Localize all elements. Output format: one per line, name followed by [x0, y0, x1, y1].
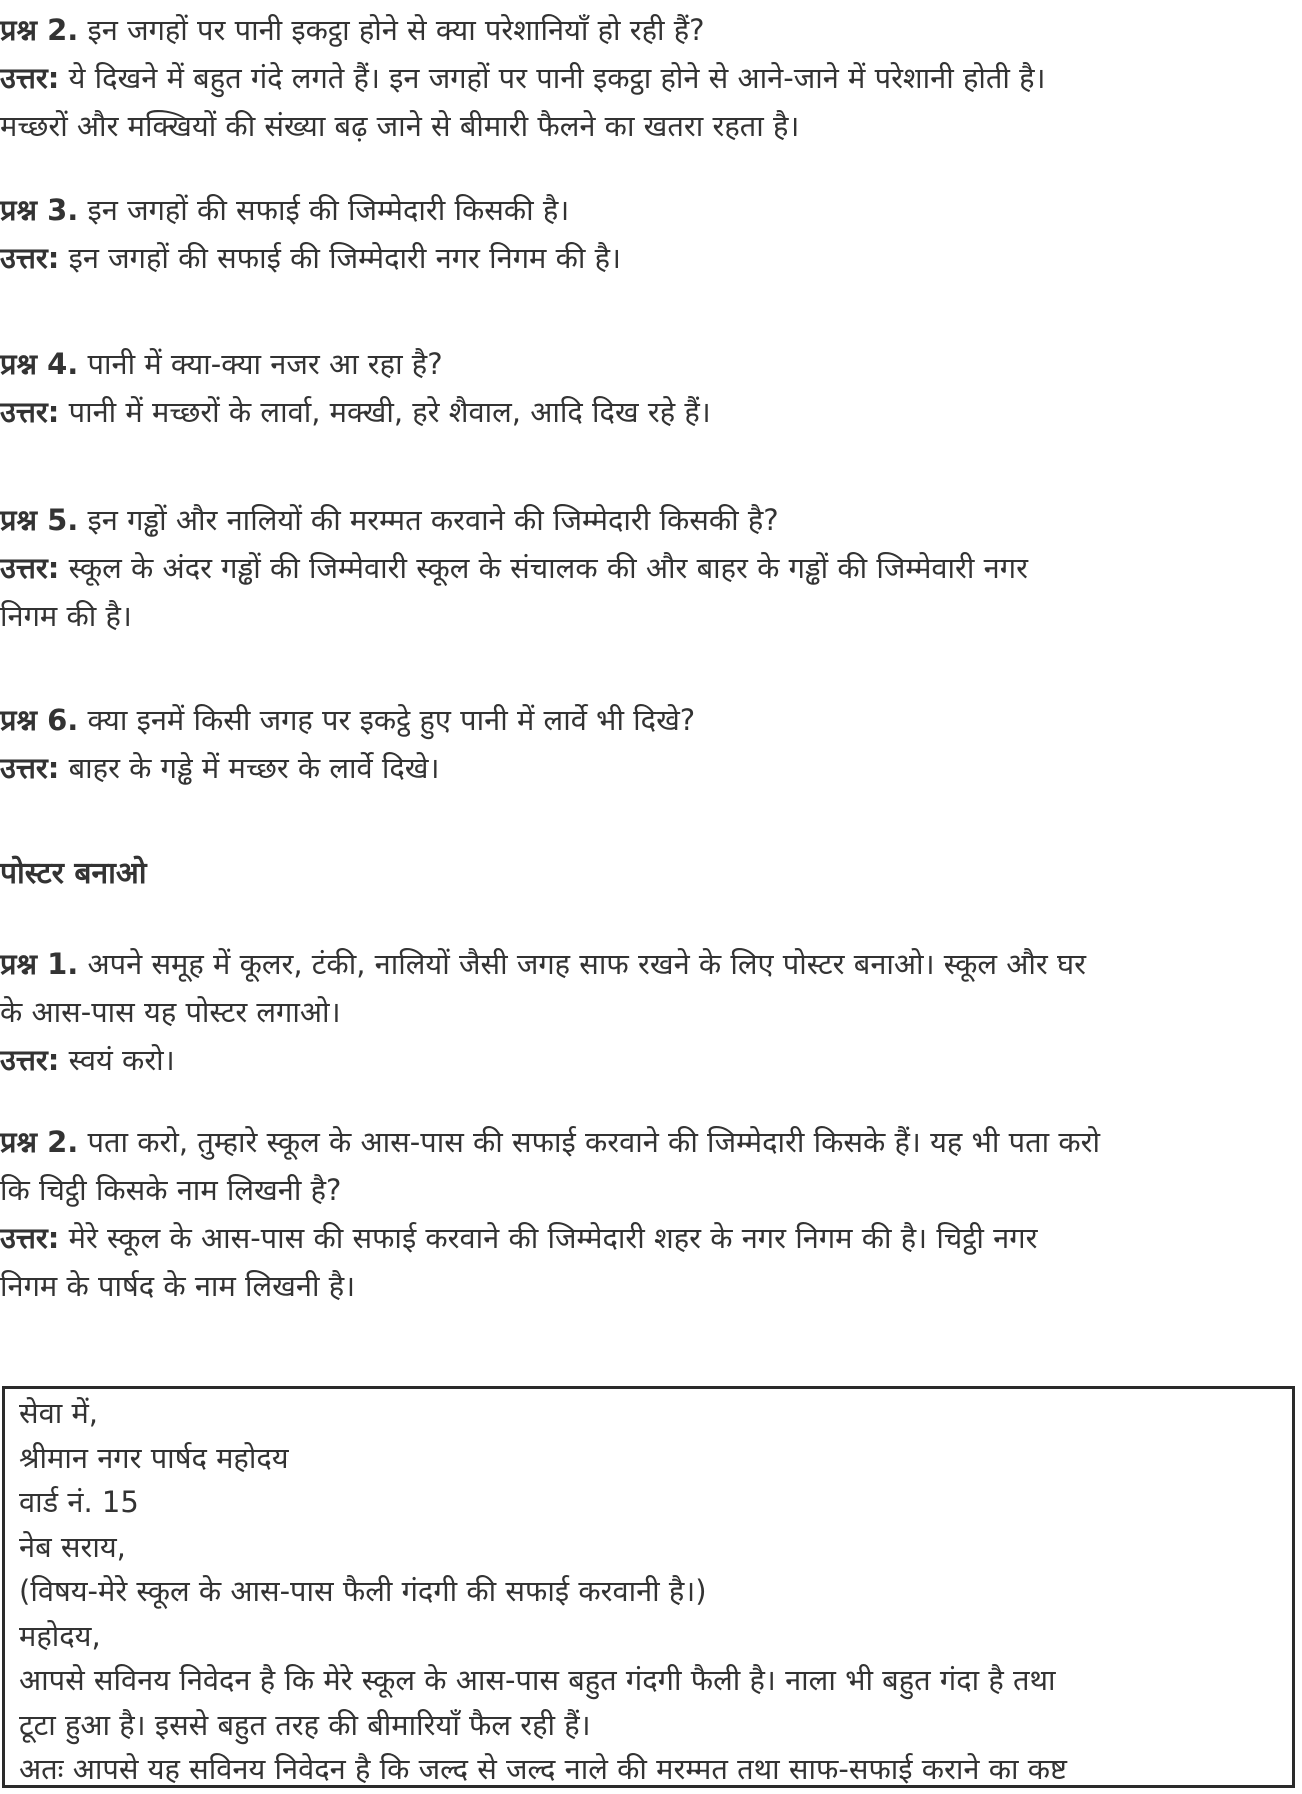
- qa-block-q2: [0, 6, 1300, 150]
- qa-block-q4: [0, 340, 1300, 436]
- answer-text: मच्छरों और मक्खियों की संख्या बढ़ जाने से बीमारी फैलने का खतरा रहता है।: [0, 109, 800, 143]
- answer-text: इन जगहों की सफाई की जिम्मेदारी नगर निगम की है।: [68, 241, 621, 275]
- letter-body-line: टूटा हुआ है। इससे बहुत तरह की बीमारियाँ फैल रही हैं।: [19, 1707, 591, 1742]
- qa-block-poster-q2: [0, 1118, 1300, 1310]
- question-label: प्रश्न 5.: [0, 503, 79, 537]
- question-label: प्रश्न 2.: [0, 13, 79, 47]
- question-line: [0, 340, 1300, 388]
- letter-location: नेब सराय,: [19, 1529, 126, 1564]
- answer-label: उत्तर:: [0, 241, 60, 275]
- answer-label: उत्तर:: [0, 1043, 60, 1077]
- answer-label: उत्तर:: [0, 1221, 60, 1255]
- qa-block-poster-q1: [0, 940, 1300, 1084]
- answer-label: उत्तर:: [0, 61, 60, 95]
- answer-label: उत्तर:: [0, 551, 60, 585]
- qa-block-q3: [0, 186, 1300, 282]
- answer-line: [0, 544, 1300, 592]
- letter-body-line: आपसे सविनय निवेदन है कि मेरे स्कूल के आस-पास बहुत गंदगी फैली है। नाला भी बहुत गंदा है तथा: [19, 1663, 1056, 1697]
- answer-text: मेरे स्कूल के आस-पास की सफाई करवाने की जिम्मेदारी शहर के नगर निगम की है। चिट्ठी नगर: [68, 1221, 1038, 1255]
- letter-salutation: सेवा में,: [19, 1396, 99, 1430]
- question-line: [0, 940, 1300, 988]
- qa-block-q6: [0, 696, 1300, 792]
- answer-label: उत्तर:: [0, 751, 60, 785]
- question-label: प्रश्न 1.: [0, 947, 79, 981]
- question-text: पानी में क्या-क्या नजर आ रहा है?: [87, 347, 443, 381]
- answer-line: [0, 744, 1300, 792]
- qa-block-q5: [0, 496, 1300, 640]
- letter-recipient: श्रीमान नगर पार्षद महोदय: [19, 1440, 289, 1475]
- question-line: [0, 496, 1300, 544]
- question-label: प्रश्न 2.: [0, 1125, 79, 1159]
- question-text: अपने समूह में कूलर, टंकी, नालियों जैसी जगह साफ रखने के लिए पोस्टर बनाओ। स्कूल और घर: [87, 947, 1086, 981]
- question-text: कि चिट्ठी किसके नाम लिखनी है?: [0, 1173, 342, 1207]
- answer-line: [0, 1214, 1300, 1262]
- letter-box: [2, 1386, 1295, 1788]
- question-text: इन गड्ढों और नालियों की मरम्मत करवाने की जिम्मेदारी किसकी है?: [87, 503, 779, 537]
- question-text: क्या इनमें किसी जगह पर इकट्ठे हुए पानी में लार्वे भी दिखे?: [87, 703, 696, 737]
- letter-greeting: महोदय,: [19, 1618, 101, 1653]
- answer-text: ये दिखने में बहुत गंदे लगते हैं। इन जगहों पर पानी इकट्ठा होने से आने-जाने में परेशानी होती है।: [68, 61, 1046, 95]
- question-text: के आस-पास यह पोस्टर लगाओ।: [0, 995, 341, 1029]
- answer-line: [0, 234, 1300, 282]
- question-line: [0, 6, 1300, 54]
- answer-text: पानी में मच्छरों के लार्वा, मक्खी, हरे शैवाल, आदि दिख रहे हैं।: [68, 395, 711, 429]
- letter-subject: (विषय-मेरे स्कूल के आस-पास फैली गंदगी की सफाई करवानी है।): [19, 1574, 707, 1608]
- answer-text: स्कूल के अंदर गड्ढों की जिम्मेवारी स्कूल के संचालक की और बाहर के गड्ढों की जिम्मेवारी नगर: [68, 551, 1028, 585]
- answer-line: [0, 54, 1300, 102]
- letter-ward: वार्ड नं. 15: [19, 1485, 139, 1519]
- question-line: [0, 1118, 1300, 1166]
- letter-body-line: अतः आपसे यह सविनय निवेदन है कि जल्द से जल्द नाले की मरम्मत तथा साफ-सफाई कराने का कष्ट: [19, 1752, 1067, 1786]
- answer-line: [0, 1036, 1300, 1084]
- answer-text: निगम के पार्षद के नाम लिखनी है।: [0, 1269, 356, 1303]
- question-label: प्रश्न 3.: [0, 193, 79, 227]
- answer-text: बाहर के गड्ढे में मच्छर के लार्वे दिखे।: [68, 751, 440, 785]
- answer-text: निगम की है।: [0, 599, 132, 633]
- answer-text: स्वयं करो।: [68, 1043, 175, 1077]
- question-text: पता करो, तुम्हारे स्कूल के आस-पास की सफाई करवाने की जिम्मेदारी किसके हैं। यह भी पता करो: [87, 1125, 1101, 1159]
- question-line: [0, 696, 1300, 744]
- question-line: [0, 186, 1300, 234]
- question-text: इन जगहों पर पानी इकट्ठा होने से क्या परेशानियाँ हो रही हैं?: [87, 13, 705, 47]
- question-label: प्रश्न 6.: [0, 703, 79, 737]
- section-heading: पोस्टर बनाओ: [0, 856, 147, 891]
- answer-label: उत्तर:: [0, 395, 60, 429]
- question-text: इन जगहों की सफाई की जिम्मेदारी किसकी है।: [87, 193, 570, 227]
- question-label: प्रश्न 4.: [0, 347, 79, 381]
- answer-line: [0, 388, 1300, 436]
